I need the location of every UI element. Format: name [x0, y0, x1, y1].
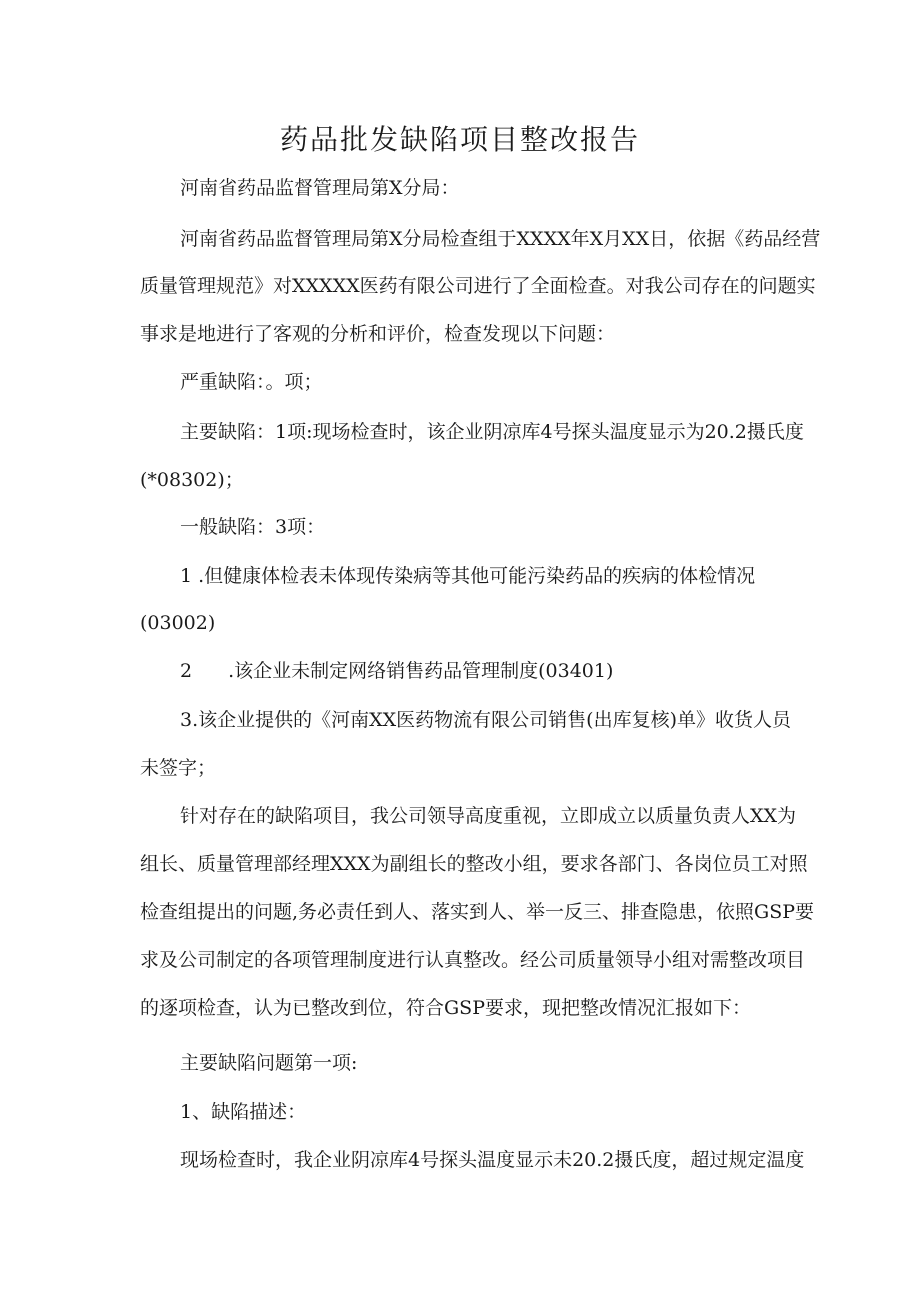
major-defects-line-1: 主要缺陷：1项:现场检查时，该企业阴凉库4号探头温度显示为20.2摄氏度 — [180, 421, 804, 443]
response-line-1: 针对存在的缺陷项目，我公司领导高度重视，立即成立以质量负责人XX为 — [180, 805, 797, 827]
general-item-3-line-1: 3.该企业提供的《河南XX医药物流有限公司销售(出库复核)单》收货人员 — [180, 709, 792, 731]
response-line-2: 组长、质量管理部经理XXX为副组长的整改小组，要求各部门、各岗位员工对照 — [140, 853, 808, 875]
general-item-3-line-2: 未签字； — [140, 757, 217, 779]
general-item-1-line-1: 1 .但健康体检表未体现传染病等其他可能污染药品的疾病的体检情况 — [180, 565, 756, 587]
section-heading: 主要缺陷问题第一项: — [180, 1052, 358, 1074]
intro-line-2: 质量管理规范》对XXXXX医药有限公司进行了全面检查。对我公司存在的问题实 — [140, 275, 816, 297]
subsection-heading: 1、缺陷描述： — [180, 1101, 307, 1123]
general-item-1-line-2: (03002) — [140, 612, 216, 634]
response-line-4: 求及公司制定的各项管理制度进行认真整改。经公司质量领导小组对需整改项目 — [140, 949, 806, 971]
general-item-2 — [180, 657, 613, 685]
response-line-3: 检查组提出的问题,务必责任到人、落实到人、举一反三、排查隐患，依照GSP要 — [140, 901, 815, 923]
description-line-1: 现场检查时，我企业阴凉库4号探头温度显示未20.2摄氏度，超过规定温度 — [180, 1149, 805, 1171]
intro-line-1: 河南省药品监督管理局第X分局检查组于XXXX年X月XX日，依据《药品经营 — [180, 228, 821, 250]
general-item-2-text: .该企业未制定网络销售药品管理制度(03401) — [228, 660, 614, 682]
intro-line-3: 事求是地进行了客观的分析和评价，检查发现以下问题： — [140, 323, 616, 345]
major-defects-line-2: (*08302)； — [140, 469, 244, 491]
addressee: 河南省药品监督管理局第X分局： — [180, 177, 460, 199]
serious-defects: 严重缺陷：。项； — [180, 371, 323, 393]
general-item-2-number: 2 — [180, 660, 193, 682]
response-line-5: 的逐项检查，认为已整改到位，符合GSP要求，现把整改情况汇报如下： — [140, 997, 751, 1019]
general-defects-heading: 一般缺陷：3项： — [180, 516, 326, 538]
document-title: 药品批发缺陷项目整改报告 — [279, 123, 640, 156]
